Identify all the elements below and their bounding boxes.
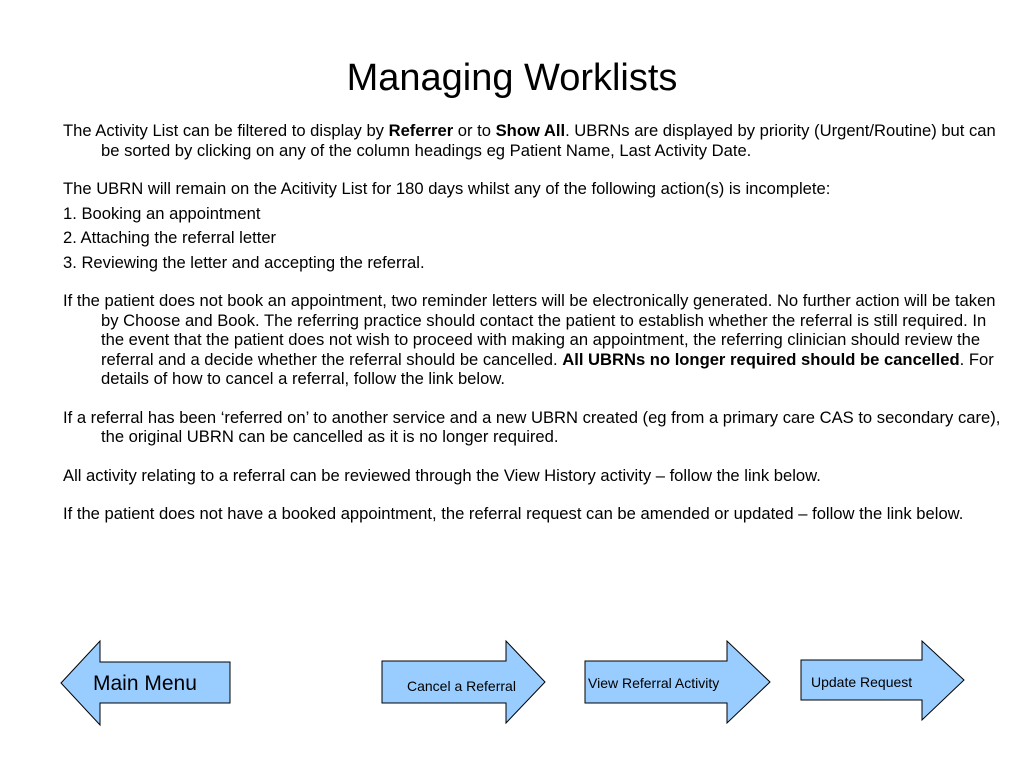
view-referral-activity-label: View Referral Activity: [588, 675, 720, 691]
paragraph-text: or to: [453, 121, 496, 140]
paragraph-text: If the patient does not book an appointment, two reminder letters will be electronically generated. No further action will be taken by Choose and Book. The referring practice should contact the patient to establish whether the referral is still required. In the event that the patient does not wish to proceed with making an appointment, the referring clinician should review the referral and a decide whether the referral should be cancelled.: [63, 291, 996, 369]
paragraph-text: The Activity List can be filtered to display by: [63, 121, 389, 140]
update-request-label: Update Request: [811, 674, 913, 690]
paragraph-amend: If the patient does not have a booked appointment, the referral request can be amended or updated – follow the link below.: [63, 504, 964, 523]
paragraph-retention: The UBRN will remain on the Acitivity List for 180 days whilst any of the following action(s) is incomplete:: [63, 179, 831, 198]
paragraph-text: . For details of how to cancel a referral, follow the link below.: [101, 349, 994, 388]
view-referral-activity-button[interactable]: [584, 640, 772, 724]
list-item: 1. Booking an appointment: [63, 203, 261, 223]
main-menu-button[interactable]: [60, 640, 232, 726]
emphasis-show-all: Show All: [495, 121, 566, 140]
emphasis-cancel-notice: All UBRNs no longer required should be cancelled: [562, 349, 960, 369]
main-menu-label: Main Menu: [93, 672, 197, 695]
list-item: 3. Reviewing the letter and accepting the referral.: [63, 252, 425, 272]
page-title: Managing Worklists: [346, 57, 678, 99]
cancel-referral-button[interactable]: [381, 640, 547, 724]
paragraph-reminders: [63, 291, 1003, 389]
content-body: [63, 121, 1003, 543]
emphasis-referrer: Referrer: [388, 121, 454, 140]
paragraph-referred-on: If a referral has been ‘referred on’ to another service and a new UBRN created (eg from a primary care CAS to secondary care), the original UBRN can be cancelled as it is no longer required.: [63, 407, 1001, 446]
paragraph-text: . UBRNs are displayed by priority (Urgent/Routine) but can be sorted by clicking on any of the column headings eg Patient Name, Last Activity Date.: [101, 121, 996, 160]
update-request-button[interactable]: [800, 640, 966, 722]
paragraph-view-history: All activity relating to a referral can be reviewed through the View History activity – follow the link below.: [63, 465, 821, 485]
paragraph-filter: [63, 121, 1003, 160]
cancel-referral-label: Cancel a Referral: [407, 678, 516, 694]
list-item: 2. Attaching the referral letter: [63, 228, 277, 247]
